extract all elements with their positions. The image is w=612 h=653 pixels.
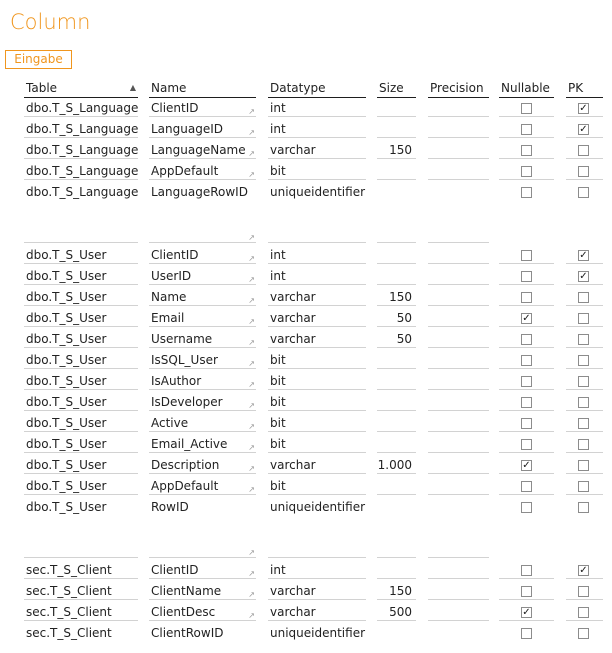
size-cell[interactable] [377,498,416,516]
pk-checkbox[interactable] [578,481,589,492]
pk-checkbox[interactable] [578,145,589,156]
name-cell[interactable]: ClientID ↗ [151,101,255,116]
size-cell[interactable]: 1.000 [377,456,416,474]
name-cell[interactable]: LanguageID ↗ [151,122,255,137]
pk-checkbox[interactable] [578,460,589,471]
name-cell[interactable]: ClientRowID [151,626,224,640]
table-cell[interactable]: dbo.T_S_User [24,246,138,264]
column-header-table-label: Table [26,81,58,95]
datatype-cell[interactable]: int [268,561,366,579]
column-header-table[interactable] [24,80,138,98]
nullable-checkbox[interactable]: ✓ [522,313,531,324]
nullable-checkbox[interactable] [521,271,532,282]
resize-grip-icon[interactable]: ↗ [248,401,255,410]
name-cell[interactable]: Name ↗ [151,290,255,305]
size-cell[interactable] [377,225,416,243]
resize-grip-icon[interactable]: ↗ [248,233,255,242]
precision-cell[interactable] [428,477,489,495]
resize-grip-icon[interactable]: ↗ [248,422,255,431]
precision-cell[interactable] [428,351,489,369]
name-cell[interactable]: ClientName ↗ [151,584,255,599]
resize-grip-icon[interactable]: ↗ [248,338,255,347]
datatype-cell[interactable]: bit [268,435,366,453]
table-cell[interactable]: dbo.T_S_User [24,267,138,285]
precision-cell[interactable] [428,603,489,621]
resize-grip-icon[interactable]: ↗ [248,380,255,389]
table-cell[interactable]: dbo.T_S_User [24,414,138,432]
name-cell[interactable]: IsAuthor ↗ [151,374,255,389]
nullable-checkbox[interactable] [521,145,532,156]
precision-cell[interactable] [428,456,489,474]
nullable-checkbox[interactable] [521,292,532,303]
datatype-cell[interactable]: varchar [268,330,366,348]
precision-cell[interactable] [428,141,489,159]
table-cell[interactable]: dbo.T_S_Language [26,101,138,115]
nullable-checkbox[interactable] [521,502,532,513]
size-cell[interactable] [377,435,416,453]
precision-cell[interactable] [428,624,489,642]
column-header-size[interactable]: Size [377,80,416,98]
pk-checkbox[interactable] [578,334,589,345]
nullable-checkbox[interactable] [521,628,532,639]
name-cell[interactable]: UserID ↗ [151,269,255,284]
precision-cell[interactable] [428,372,489,390]
name-cell[interactable]: Active ↗ [151,416,255,431]
name-cell[interactable]: Email_Active ↗ [151,437,255,452]
nullable-checkbox[interactable] [521,103,532,114]
datatype-cell[interactable]: bit [268,351,366,369]
size-cell[interactable] [377,624,416,642]
pk-checkbox[interactable] [578,313,589,324]
name-cell[interactable]: IsDeveloper ↗ [151,395,255,410]
precision-cell[interactable] [428,435,489,453]
table-cell[interactable]: dbo.T_S_User [24,309,138,327]
table-cell[interactable]: dbo.T_S_Language [26,122,138,136]
column-header-precision[interactable]: Precision [428,80,489,98]
table-cell[interactable]: dbo.T_S_User [24,435,138,453]
eingabe-button[interactable]: Eingabe [5,50,72,69]
precision-cell[interactable] [428,120,489,138]
datatype-cell[interactable]: int [268,246,366,264]
size-cell[interactable]: 150 [377,288,416,306]
table-cell[interactable]: sec.T_S_Client [24,603,138,621]
table-cell[interactable]: dbo.T_S_User [24,456,138,474]
name-cell[interactable]: AppDefault ↗ [151,164,255,179]
name-cell[interactable]: LanguageName ↗ [151,143,255,158]
pk-checkbox[interactable]: ✓ [579,271,588,282]
table-cell[interactable]: dbo.T_S_User [24,393,138,411]
resize-grip-icon[interactable]: ↗ [248,254,255,263]
table-cell[interactable]: dbo.T_S_User [24,330,138,348]
resize-grip-icon[interactable]: ↗ [248,569,255,578]
resize-grip-icon[interactable]: ↗ [248,107,255,116]
pk-checkbox[interactable]: ✓ [579,103,588,114]
column-header-pk[interactable]: PK [566,80,603,98]
precision-cell[interactable] [428,246,489,264]
pk-checkbox[interactable] [578,166,589,177]
datatype-cell[interactable]: varchar [268,603,366,621]
datatype-cell[interactable] [268,540,366,558]
nullable-checkbox[interactable] [521,481,532,492]
size-cell[interactable] [377,120,416,138]
datatype-cell[interactable]: bit [268,162,366,180]
column-header-name[interactable]: Name [149,80,256,98]
size-cell[interactable] [377,267,416,285]
size-cell[interactable]: 50 [377,330,416,348]
precision-cell[interactable] [428,225,489,243]
size-cell[interactable] [377,561,416,579]
pk-checkbox[interactable] [578,292,589,303]
resize-grip-icon[interactable]: ↗ [248,170,255,179]
precision-cell[interactable] [428,309,489,327]
datatype-cell[interactable] [268,225,366,243]
nullable-checkbox[interactable] [521,334,532,345]
table-cell[interactable]: sec.T_S_Client [24,582,138,600]
precision-cell[interactable] [428,162,489,180]
precision-cell[interactable] [428,498,489,516]
table-cell[interactable]: sec.T_S_Client [24,561,138,579]
datatype-cell[interactable]: varchar [268,141,366,159]
name-cell[interactable] [149,540,256,558]
precision-cell[interactable] [428,393,489,411]
size-cell[interactable] [377,393,416,411]
datatype-cell[interactable]: uniqueidentifier [270,185,366,199]
size-cell[interactable] [377,414,416,432]
pk-checkbox[interactable] [578,397,589,408]
resize-grip-icon[interactable]: ↗ [248,443,255,452]
name-cell[interactable]: ClientID ↗ [151,248,255,263]
datatype-cell[interactable]: bit [268,477,366,495]
resize-grip-icon[interactable]: ↗ [248,149,255,158]
datatype-cell[interactable]: bit [268,414,366,432]
size-cell[interactable]: 500 [377,603,416,621]
resize-grip-icon[interactable]: ↗ [248,464,255,473]
nullable-checkbox[interactable] [521,187,532,198]
nullable-checkbox[interactable] [521,124,532,135]
name-cell[interactable]: RowID [151,500,189,514]
datatype-cell[interactable]: varchar [268,582,366,600]
size-cell[interactable] [377,351,416,369]
size-cell[interactable] [377,477,416,495]
table-cell[interactable]: dbo.T_S_User [24,372,138,390]
resize-grip-icon[interactable]: ↗ [248,275,255,284]
resize-grip-icon[interactable]: ↗ [248,548,255,557]
datatype-cell[interactable]: uniqueidentifier [270,500,366,514]
column-header-nullable[interactable]: Nullable [499,80,554,98]
size-cell[interactable]: 150 [377,141,416,159]
size-cell[interactable]: 150 [377,582,416,600]
table-cell[interactable]: sec.T_S_Client [26,626,112,640]
name-cell[interactable]: Description ↗ [151,458,255,473]
name-cell[interactable]: IsSQL_User ↗ [151,353,255,368]
pk-checkbox[interactable] [578,607,589,618]
datatype-cell[interactable]: bit [268,393,366,411]
datatype-cell[interactable]: bit [268,372,366,390]
pk-checkbox[interactable] [578,502,589,513]
precision-cell[interactable] [428,267,489,285]
nullable-checkbox[interactable] [521,376,532,387]
precision-cell[interactable] [428,582,489,600]
pk-checkbox[interactable] [578,187,589,198]
precision-cell[interactable] [428,414,489,432]
pk-checkbox[interactable] [578,355,589,366]
name-cell[interactable]: Email ↗ [151,311,255,326]
table-cell[interactable]: dbo.T_S_User [26,500,107,514]
table-cell[interactable]: dbo.T_S_Language [26,164,138,178]
datatype-cell[interactable]: uniqueidentifier [270,626,366,640]
nullable-checkbox[interactable] [521,166,532,177]
nullable-checkbox[interactable] [521,565,532,576]
pk-checkbox[interactable]: ✓ [579,250,588,261]
size-cell[interactable] [377,372,416,390]
pk-checkbox[interactable] [578,418,589,429]
datatype-cell[interactable]: varchar [268,456,366,474]
resize-grip-icon[interactable]: ↗ [248,317,255,326]
name-cell[interactable]: LanguageRowID [151,185,248,199]
nullable-checkbox[interactable] [521,355,532,366]
nullable-checkbox[interactable] [521,250,532,261]
precision-cell[interactable] [428,183,489,201]
size-cell[interactable] [377,162,416,180]
table-cell[interactable] [24,540,138,558]
resize-grip-icon[interactable]: ↗ [248,590,255,599]
nullable-checkbox[interactable]: ✓ [522,607,531,618]
nullable-checkbox[interactable] [521,418,532,429]
precision-cell[interactable] [428,540,489,558]
resize-grip-icon[interactable]: ↗ [248,485,255,494]
name-cell[interactable]: AppDefault ↗ [151,479,255,494]
size-cell[interactable] [377,183,416,201]
size-cell[interactable] [377,246,416,264]
table-cell[interactable]: dbo.T_S_Language [26,185,138,199]
table-cell[interactable] [24,225,138,243]
table-cell[interactable]: dbo.T_S_User [24,477,138,495]
datatype-cell[interactable]: int [268,120,366,138]
size-cell[interactable] [377,540,416,558]
datatype-cell[interactable]: int [268,267,366,285]
name-cell[interactable]: ClientID ↗ [151,563,255,578]
nullable-checkbox[interactable]: ✓ [522,460,531,471]
datatype-cell[interactable]: varchar [268,288,366,306]
table-cell[interactable]: dbo.T_S_Language [26,143,138,157]
pk-checkbox[interactable] [578,586,589,597]
nullable-checkbox[interactable] [521,586,532,597]
datatype-cell[interactable]: varchar [268,309,366,327]
size-cell[interactable] [377,99,416,117]
sort-up-icon[interactable]: ▲ [129,83,136,92]
resize-grip-icon[interactable]: ↗ [248,128,255,137]
pk-checkbox[interactable] [578,628,589,639]
nullable-checkbox[interactable] [521,439,532,450]
name-cell[interactable] [149,225,256,243]
page-title: Column [10,10,91,34]
datatype-cell[interactable]: int [268,99,366,117]
column-header-datatype[interactable]: Datatype [268,80,366,98]
pk-checkbox[interactable] [578,439,589,450]
precision-cell[interactable] [428,288,489,306]
pk-checkbox[interactable]: ✓ [579,565,588,576]
name-cell[interactable]: ClientDesc ↗ [151,605,255,620]
table-cell[interactable]: dbo.T_S_User [24,351,138,369]
precision-cell[interactable] [428,561,489,579]
precision-cell[interactable] [428,99,489,117]
resize-grip-icon[interactable]: ↗ [248,296,255,305]
table-cell[interactable]: dbo.T_S_User [24,288,138,306]
precision-cell[interactable] [428,330,489,348]
resize-grip-icon[interactable]: ↗ [248,359,255,368]
resize-grip-icon[interactable]: ↗ [248,611,255,620]
pk-checkbox[interactable]: ✓ [579,124,588,135]
pk-checkbox[interactable] [578,376,589,387]
size-cell[interactable]: 50 [377,309,416,327]
name-cell[interactable]: Username ↗ [151,332,255,347]
nullable-checkbox[interactable] [521,397,532,408]
